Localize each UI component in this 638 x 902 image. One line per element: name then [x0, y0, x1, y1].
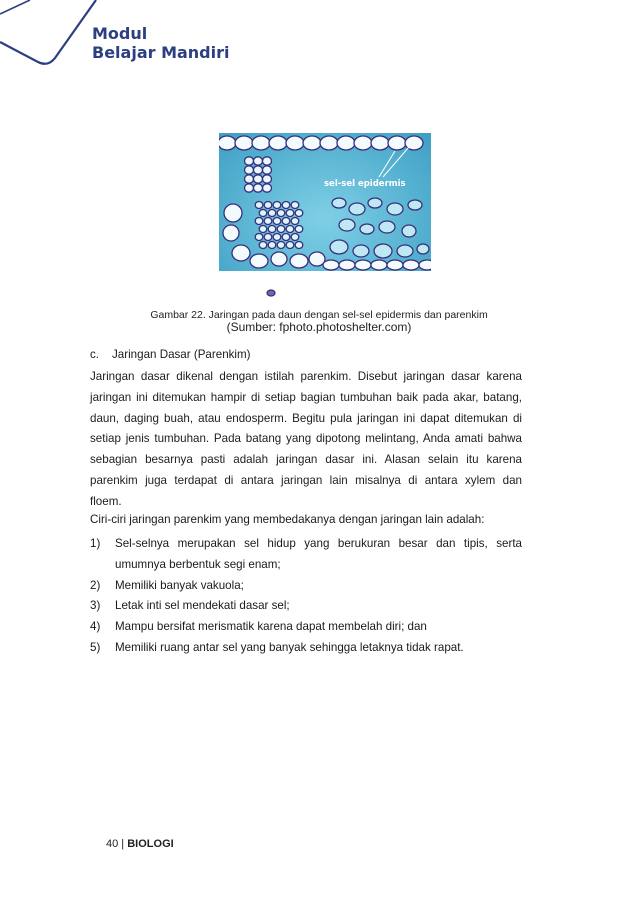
list-item-number: 2) [90, 578, 101, 592]
brand-line-2: Belajar Mandiri [92, 43, 230, 63]
list-item-text: Sel-selnya merupakan sel hidup yang berukuran besar dan tipis, serta umumnya berbentuk segi enam; [115, 537, 522, 571]
section-title: Jaringan Dasar (Parenkim) [112, 348, 251, 361]
list-item-number: 1) [90, 537, 101, 550]
section-marker: c. [90, 348, 100, 361]
micrograph-image [219, 133, 431, 306]
paragraph-line: floem. [90, 494, 122, 508]
list-item-text: Letak inti sel mendekati dasar sel; [115, 599, 290, 613]
list-item-text: Memiliki ruang antar sel yang banyak sehingga letaknya tidak rapat. [115, 640, 464, 654]
page-footer [106, 838, 174, 850]
figure-label: sel-sel epidermis [324, 179, 406, 189]
subject-name: BIOLOGI [127, 838, 174, 850]
module-brand [92, 24, 230, 62]
list-item-text: Mampu bersifat merismatik karena dapat membelah diri; dan [115, 620, 427, 634]
list-item [90, 617, 522, 638]
paragraph-line: parenkim juga terdapat di antara jaringan lain misalnya di antara xylem dan [90, 473, 522, 487]
paragraph-line: Jaringan dasar dikenal dengan istilah parenkim. Disebut jaringan dasar karena [90, 370, 522, 383]
list-item-number: 3) [90, 599, 101, 613]
paragraph-line: sebagian besarnya pasti adalah jaringan dasar ini. Alasan selain itu karena [90, 453, 522, 467]
list-item [90, 596, 522, 617]
characteristics-list [90, 534, 522, 659]
list-item [90, 576, 522, 597]
list-intro: Ciri-ciri jaringan parenkim yang membedakanya dengan jaringan lain adalah: [90, 513, 485, 526]
paragraph-line: setiap jenis tumbuhan. Pada batang yang dipotong melintang, Anda amati bahwa [90, 432, 522, 446]
figure-source: (Sumber: fphoto.photoshelter.com) [226, 320, 412, 334]
brand-line-1: Modul [92, 24, 148, 43]
leaf-tissue-figure [219, 133, 431, 306]
footer-separator: | [118, 838, 128, 850]
list-item [90, 534, 522, 576]
list-item-text: Memiliki banyak vakuola; [115, 578, 244, 592]
page-number: 40 [106, 838, 119, 850]
section-heading [90, 348, 251, 361]
paragraph-line: jaringan ini ditemukan hampir di setiap bagian tumbuhan baik pada akar, batang, [90, 390, 522, 404]
section-paragraph [90, 367, 522, 513]
figure-caption: Gambar 22. Jaringan pada daun dengan sel-sel epidermis dan parenkim [150, 309, 488, 321]
list-item-number: 5) [90, 640, 101, 654]
list-item [90, 638, 522, 659]
list-item-number: 4) [90, 620, 101, 634]
paragraph-line: daun, daging buah, atau endosperm. Begitu pula jaringan ini dapat ditemukan di [90, 411, 522, 425]
